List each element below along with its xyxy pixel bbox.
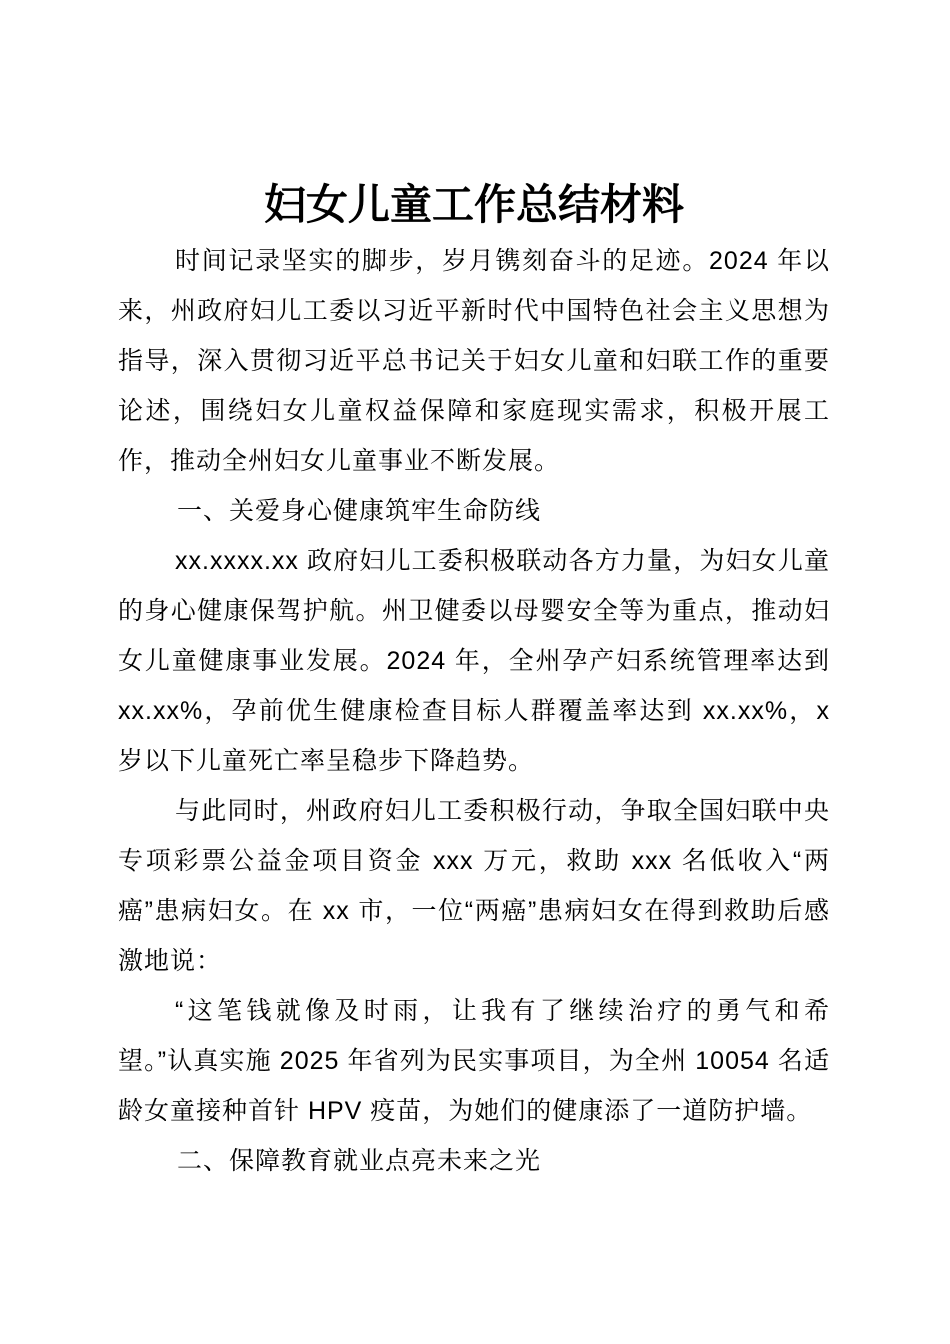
document-title: 妇女儿童工作总结材料 bbox=[263, 183, 684, 229]
section-heading-2: 二、保障教育就业点亮未来之光 bbox=[177, 1147, 542, 1175]
paragraph-health: xx.xxxx.xx 政府妇儿工委积极联动各方力量，为妇女儿童的身心健康保驾护航。州卫健委以母婴安全等为重点，推动妇女儿童健康事业发展。2024 年，全州孕产妇系统管理率达到 xx.xx%，孕前优生健康检查目标人群覆盖率达到 xx.xx%，x 岁以下儿童死亡率呈稳步下降趋势。 bbox=[118, 547, 830, 775]
paragraph-intro: 时间记录坚实的脚步，岁月镌刻奋斗的足迹。2024 年以来，州政府妇儿工委以习近平新时代中国特色社会主义思想为指导，深入贯彻习近平总书记关于妇女儿童和妇联工作的重要论述，围绕妇女儿童权益保障和家庭现实需求，积极开展工作，推动全州妇女儿童事业不断发展。 bbox=[118, 247, 830, 475]
paragraph-quote-hpv: “这笔钱就像及时雨，让我有了继续治疗的勇气和希望。”认真实施 2025 年省列为民实事项目，为全州 10054 名适龄女童接种首针 HPV 疫苗，为她们的健康添了一道防护墙。 bbox=[118, 997, 830, 1125]
paragraph-rescue-fund: 与此同时，州政府妇儿工委积极行动，争取全国妇联中央专项彩票公益金项目资金 xxx 万元，救助 xxx 名低收入“两癌”患病妇女。在 xx 市，一位“两癌”患病妇女在得到救助后感激地说： bbox=[118, 797, 830, 975]
document-content bbox=[0, 176, 950, 1186]
section-heading-1: 一、关爱身心健康筑牢生命防线 bbox=[177, 497, 542, 525]
